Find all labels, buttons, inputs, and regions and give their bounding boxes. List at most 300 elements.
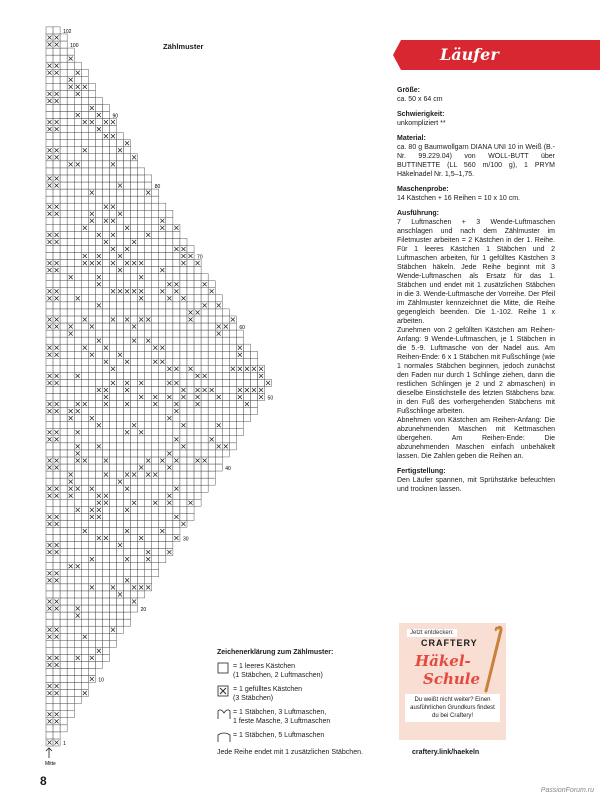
- grid-cell: [95, 189, 102, 196]
- grid-cell: [81, 217, 88, 224]
- grid-cell: [74, 140, 81, 147]
- grid-cell: [180, 302, 187, 309]
- grid-cell: [124, 302, 131, 309]
- grid-cell: [166, 401, 173, 408]
- grid-cell: [46, 697, 53, 704]
- grid-cell: [131, 344, 138, 351]
- groesse-heading: Größe:: [397, 87, 420, 94]
- grid-cell: [60, 535, 67, 542]
- grid-cell: [53, 556, 60, 563]
- grid-cell: [81, 506, 88, 513]
- grid-cell: [95, 640, 102, 647]
- grid-cell: [124, 203, 131, 210]
- grid-cell: [60, 330, 67, 337]
- grid-cell: [60, 570, 67, 577]
- grid-cell: [117, 224, 124, 231]
- grid-cell: [88, 394, 95, 401]
- grid-cell: [109, 126, 116, 133]
- grid-cell: [88, 443, 95, 450]
- row-label: 70: [197, 254, 203, 261]
- grid-cell: [81, 577, 88, 584]
- grid-cell: [109, 330, 116, 337]
- grid-cell: [145, 295, 152, 302]
- grid-cell: [67, 316, 74, 323]
- grid-cell: [67, 302, 74, 309]
- grid-cell: [208, 464, 215, 471]
- grid-cell: [222, 422, 229, 429]
- grid-cell: [53, 422, 60, 429]
- grid-cell: [187, 302, 194, 309]
- grid-cell: [74, 379, 81, 386]
- grid-cell: [46, 281, 53, 288]
- grid-cell: [180, 351, 187, 358]
- grid-cell: [208, 344, 215, 351]
- grid-cell: [117, 337, 124, 344]
- grid-cell: [201, 379, 208, 386]
- grid-cell: [222, 429, 229, 436]
- grid-cell: [74, 492, 81, 499]
- grid-cell: [159, 549, 166, 556]
- grid-cell: [102, 330, 109, 337]
- grid-cell: [67, 676, 74, 683]
- grid-cell: [74, 245, 81, 252]
- grid-cell: [53, 676, 60, 683]
- grid-cell: [194, 344, 201, 351]
- grid-cell: [74, 330, 81, 337]
- arch-chain-icon: [217, 731, 231, 743]
- grid-cell: [145, 577, 152, 584]
- grid-cell: [102, 379, 109, 386]
- grid-cell: [60, 112, 67, 119]
- grid-cell: [46, 640, 53, 647]
- grid-cell: [46, 104, 53, 111]
- grid-cell: [243, 351, 250, 358]
- grid-cell: [67, 626, 74, 633]
- grid-cell: [88, 140, 95, 147]
- grid-cell: [124, 330, 131, 337]
- grid-cell: [145, 408, 152, 415]
- grid-cell: [222, 401, 229, 408]
- grid-cell: [74, 126, 81, 133]
- grid-cell: [67, 499, 74, 506]
- grid-cell: [131, 408, 138, 415]
- grid-cell: [53, 704, 60, 711]
- grid-cell: [102, 154, 109, 161]
- grid-cell: [236, 358, 243, 365]
- grid-cell: [131, 386, 138, 393]
- grid-cell: [117, 133, 124, 140]
- grid-cell: [166, 527, 173, 534]
- grid-cell: [46, 196, 53, 203]
- grid-cell: [131, 168, 138, 175]
- grid-cell: [67, 577, 74, 584]
- grid-cell: [67, 217, 74, 224]
- grid-cell: [60, 316, 67, 323]
- grid-cell: [109, 140, 116, 147]
- grid-cell: [117, 598, 124, 605]
- grid-cell: [67, 612, 74, 619]
- grid-cell: [74, 231, 81, 238]
- grid-cell: [46, 302, 53, 309]
- grid-cell: [95, 217, 102, 224]
- grid-cell: [53, 161, 60, 168]
- grid-cell: [102, 584, 109, 591]
- grid-cell: [187, 429, 194, 436]
- grid-cell: [74, 591, 81, 598]
- grid-cell: [124, 394, 131, 401]
- grid-cell: [131, 217, 138, 224]
- grid-cell: [81, 478, 88, 485]
- grid-cell: [152, 415, 159, 422]
- grid-cell: [117, 570, 124, 577]
- grid-cell: [250, 408, 257, 415]
- row-label: 40: [225, 466, 231, 473]
- row-label: 102: [63, 28, 72, 35]
- grid-cell: [222, 344, 229, 351]
- craftery-promo[interactable]: [399, 623, 506, 740]
- grid-cell: [102, 605, 109, 612]
- grid-cell: [67, 175, 74, 182]
- grid-cell: [208, 351, 215, 358]
- grid-cell: [102, 267, 109, 274]
- grid-cell: [67, 443, 74, 450]
- grid-cell: [117, 217, 124, 224]
- grid-cell: [109, 542, 116, 549]
- grid-cell: [180, 429, 187, 436]
- grid-cell: [173, 302, 180, 309]
- grid-cell: [159, 464, 166, 471]
- grid-cell: [74, 344, 81, 351]
- row-label: 1: [63, 741, 66, 747]
- grid-cell: [166, 520, 173, 527]
- grid-cell: [109, 598, 116, 605]
- grid-cell: [88, 330, 95, 337]
- grid-cell: [46, 591, 53, 598]
- grid-cell: [81, 584, 88, 591]
- grid-cell: [102, 168, 109, 175]
- grid-cell: [67, 661, 74, 668]
- grid-cell: [67, 429, 74, 436]
- grid-cell: [46, 506, 53, 513]
- grid-cell: [229, 337, 236, 344]
- grid-cell: [131, 591, 138, 598]
- grid-cell: [131, 372, 138, 379]
- grid-cell: [95, 556, 102, 563]
- grid-cell: [109, 323, 116, 330]
- grid-cell: [60, 513, 67, 520]
- grid-cell: [138, 415, 145, 422]
- grid-cell: [81, 365, 88, 372]
- grid-cell: [138, 337, 145, 344]
- grid-cell: [74, 217, 81, 224]
- grid-cell: [187, 330, 194, 337]
- grid-cell: [60, 48, 67, 55]
- grid-cell: [159, 295, 166, 302]
- grid-cell: [46, 224, 53, 231]
- grid-cell: [124, 605, 131, 612]
- grid-cell: [81, 168, 88, 175]
- grid-cell: [145, 302, 152, 309]
- grid-cell: [60, 668, 67, 675]
- grid-cell: [60, 492, 67, 499]
- grid-cell: [109, 577, 116, 584]
- grid-cell: [173, 471, 180, 478]
- grid-cell: [117, 401, 124, 408]
- grid-cell: [250, 394, 257, 401]
- grid-cell: [145, 386, 152, 393]
- grid-cell: [117, 408, 124, 415]
- groesse-text: ca. 50 x 64 cm: [397, 96, 443, 103]
- grid-cell: [201, 401, 208, 408]
- grid-cell: [53, 584, 60, 591]
- grid-cell: [53, 499, 60, 506]
- grid-cell: [88, 591, 95, 598]
- grid-cell: [95, 661, 102, 668]
- grid-cell: [109, 238, 116, 245]
- grid-cell: [215, 401, 222, 408]
- grid-cell: [180, 323, 187, 330]
- grid-cell: [187, 344, 194, 351]
- grid-cell: [124, 161, 131, 168]
- grid-cell: [208, 450, 215, 457]
- grid-cell: [159, 302, 166, 309]
- grid-cell: [124, 323, 131, 330]
- grid-cell: [74, 260, 81, 267]
- grid-cell: [109, 309, 116, 316]
- grid-cell: [60, 506, 67, 513]
- grid-cell: [166, 542, 173, 549]
- grid-cell: [138, 358, 145, 365]
- grid-cell: [60, 520, 67, 527]
- grid-cell: [131, 527, 138, 534]
- grid-cell: [173, 253, 180, 260]
- grid-cell: [88, 549, 95, 556]
- grid-cell: [145, 492, 152, 499]
- legend-empty-line2: (1 Stäbchen, 2 Luftmaschen): [233, 672, 323, 679]
- grid-cell: [145, 330, 152, 337]
- grid-cell: [180, 506, 187, 513]
- grid-cell: [131, 281, 138, 288]
- grid-cell: [60, 161, 67, 168]
- grid-cell: [180, 274, 187, 281]
- grid-cell: [60, 401, 67, 408]
- grid-cell: [60, 379, 67, 386]
- grid-cell: [145, 450, 152, 457]
- grid-cell: [81, 112, 88, 119]
- grid-cell: [145, 513, 152, 520]
- grid-cell: [159, 210, 166, 217]
- grid-cell: [131, 330, 138, 337]
- grid-cell: [74, 224, 81, 231]
- fertigstellung-text: Den Läufer spannen, mit Sprühstärke befeuchten und trocknen lassen.: [397, 477, 555, 493]
- grid-cell: [102, 591, 109, 598]
- grid-cell: [102, 224, 109, 231]
- grid-cell: [102, 527, 109, 534]
- grid-cell: [67, 104, 74, 111]
- grid-cell: [53, 527, 60, 534]
- grid-cell: [60, 471, 67, 478]
- grid-cell: [166, 238, 173, 245]
- grid-cell: [88, 365, 95, 372]
- grid-cell: [67, 189, 74, 196]
- grid-cell: [159, 436, 166, 443]
- grid-cell: [88, 499, 95, 506]
- grid-cell: [138, 513, 145, 520]
- grid-cell: [109, 210, 116, 217]
- grid-cell: [159, 408, 166, 415]
- grid-cell: [67, 309, 74, 316]
- grid-cell: [145, 175, 152, 182]
- grid-cell: [117, 549, 124, 556]
- grid-cell: [215, 372, 222, 379]
- grid-cell: [138, 196, 145, 203]
- grid-cell: [109, 358, 116, 365]
- grid-cell: [138, 401, 145, 408]
- grid-cell: [159, 351, 166, 358]
- grid-cell: [60, 260, 67, 267]
- grid-cell: [215, 295, 222, 302]
- grid-cell: [145, 478, 152, 485]
- grid-cell: [81, 408, 88, 415]
- grid-cell: [138, 471, 145, 478]
- grid-cell: [215, 358, 222, 365]
- grid-cell: [67, 196, 74, 203]
- schwierigkeit-heading: Schwierigkeit:: [397, 111, 445, 118]
- grid-cell: [60, 90, 67, 97]
- grid-cell: [81, 161, 88, 168]
- grid-cell: [258, 379, 265, 386]
- grid-cell: [60, 253, 67, 260]
- grid-cell: [60, 605, 67, 612]
- grid-cell: [124, 563, 131, 570]
- promo-link[interactable]: craftery.link/haekeln: [412, 749, 480, 756]
- grid-cell: [222, 309, 229, 316]
- grid-cell: [166, 267, 173, 274]
- grid-cell: [229, 443, 236, 450]
- grid-cell: [102, 337, 109, 344]
- grid-cell: [138, 492, 145, 499]
- grid-cell: [180, 499, 187, 506]
- grid-cell: [208, 337, 215, 344]
- grid-cell: [74, 203, 81, 210]
- grid-cell: [46, 422, 53, 429]
- grid-cell: [95, 549, 102, 556]
- grid-cell: [81, 436, 88, 443]
- arch-picot-icon: [217, 708, 231, 720]
- grid-cell: [46, 415, 53, 422]
- grid-cell: [173, 323, 180, 330]
- page-title: Läufer: [440, 45, 499, 64]
- grid-cell: [53, 330, 60, 337]
- grid-cell: [222, 316, 229, 323]
- grid-cell: [117, 535, 124, 542]
- grid-cell: [102, 633, 109, 640]
- grid-cell: [109, 605, 116, 612]
- grid-cell: [173, 478, 180, 485]
- grid-cell: [152, 365, 159, 372]
- grid-cell: [95, 520, 102, 527]
- grid-cell: [145, 196, 152, 203]
- grid-cell: [81, 379, 88, 386]
- grid-cell: [152, 288, 159, 295]
- grid-cell: [124, 372, 131, 379]
- grid-cell: [250, 351, 257, 358]
- grid-cell: [46, 704, 53, 711]
- grid-cell: [152, 478, 159, 485]
- grid-cell: [166, 260, 173, 267]
- material-text: ca. 80 g Baumwollgarn DIANA UNI 10 in Weiß (B.-Nr. 99.229.04) von WOLL-BUTT über BUTTINETTE (LL 560 m/100 g), 1 PRYM Häkelnadel Nr. 1,5–1,75.: [397, 144, 555, 178]
- grid-cell: [215, 408, 222, 415]
- grid-cell: [81, 542, 88, 549]
- grid-cell: [81, 274, 88, 281]
- grid-cell: [208, 478, 215, 485]
- grid-cell: [117, 506, 124, 513]
- grid-cell: [194, 443, 201, 450]
- grid-cell: [60, 231, 67, 238]
- grid-cell: [208, 422, 215, 429]
- grid-cell: [102, 365, 109, 372]
- grid-cell: [60, 626, 67, 633]
- grid-cell: [74, 210, 81, 217]
- grid-cell: [194, 450, 201, 457]
- grid-cell: [60, 365, 67, 372]
- grid-cell: [67, 97, 74, 104]
- grid-cell: [138, 245, 145, 252]
- grid-cell: [67, 619, 74, 626]
- grid-cell: [88, 464, 95, 471]
- grid-cell: [102, 520, 109, 527]
- grid-cell: [117, 450, 124, 457]
- grid-cell: [159, 542, 166, 549]
- grid-cell: [102, 182, 109, 189]
- grid-cell: [159, 316, 166, 323]
- grid-cell: [74, 422, 81, 429]
- grid-cell: [180, 450, 187, 457]
- grid-cell: [60, 450, 67, 457]
- grid-cell: [138, 563, 145, 570]
- grid-cell: [159, 443, 166, 450]
- grid-cell: [194, 499, 201, 506]
- grid-cell: [159, 520, 166, 527]
- grid-cell: [109, 281, 116, 288]
- grid-cell: [159, 274, 166, 281]
- grid-cell: [67, 358, 74, 365]
- grid-cell: [67, 351, 74, 358]
- grid-cell: [53, 245, 60, 252]
- grid-cell: [131, 267, 138, 274]
- grid-cell: [81, 563, 88, 570]
- grid-cell: [138, 344, 145, 351]
- legend-item-empty: [217, 662, 397, 680]
- grid-cell: [138, 168, 145, 175]
- row-label: 80: [154, 184, 161, 191]
- grid-cell: [131, 464, 138, 471]
- grid-cell: [145, 210, 152, 217]
- grid-cell: [201, 365, 208, 372]
- grid-cell: [60, 690, 67, 697]
- grid-cell: [124, 549, 131, 556]
- grid-cell: [131, 549, 138, 556]
- grid-cell: [145, 443, 152, 450]
- row-label: 20: [140, 607, 147, 614]
- grid-cell: [60, 62, 67, 69]
- grid-cell: [138, 231, 145, 238]
- grid-cell: [131, 443, 138, 450]
- grid-cell: [102, 112, 109, 119]
- grid-cell: [46, 161, 53, 168]
- grid-cell: [74, 626, 81, 633]
- grid-cell: [46, 478, 53, 485]
